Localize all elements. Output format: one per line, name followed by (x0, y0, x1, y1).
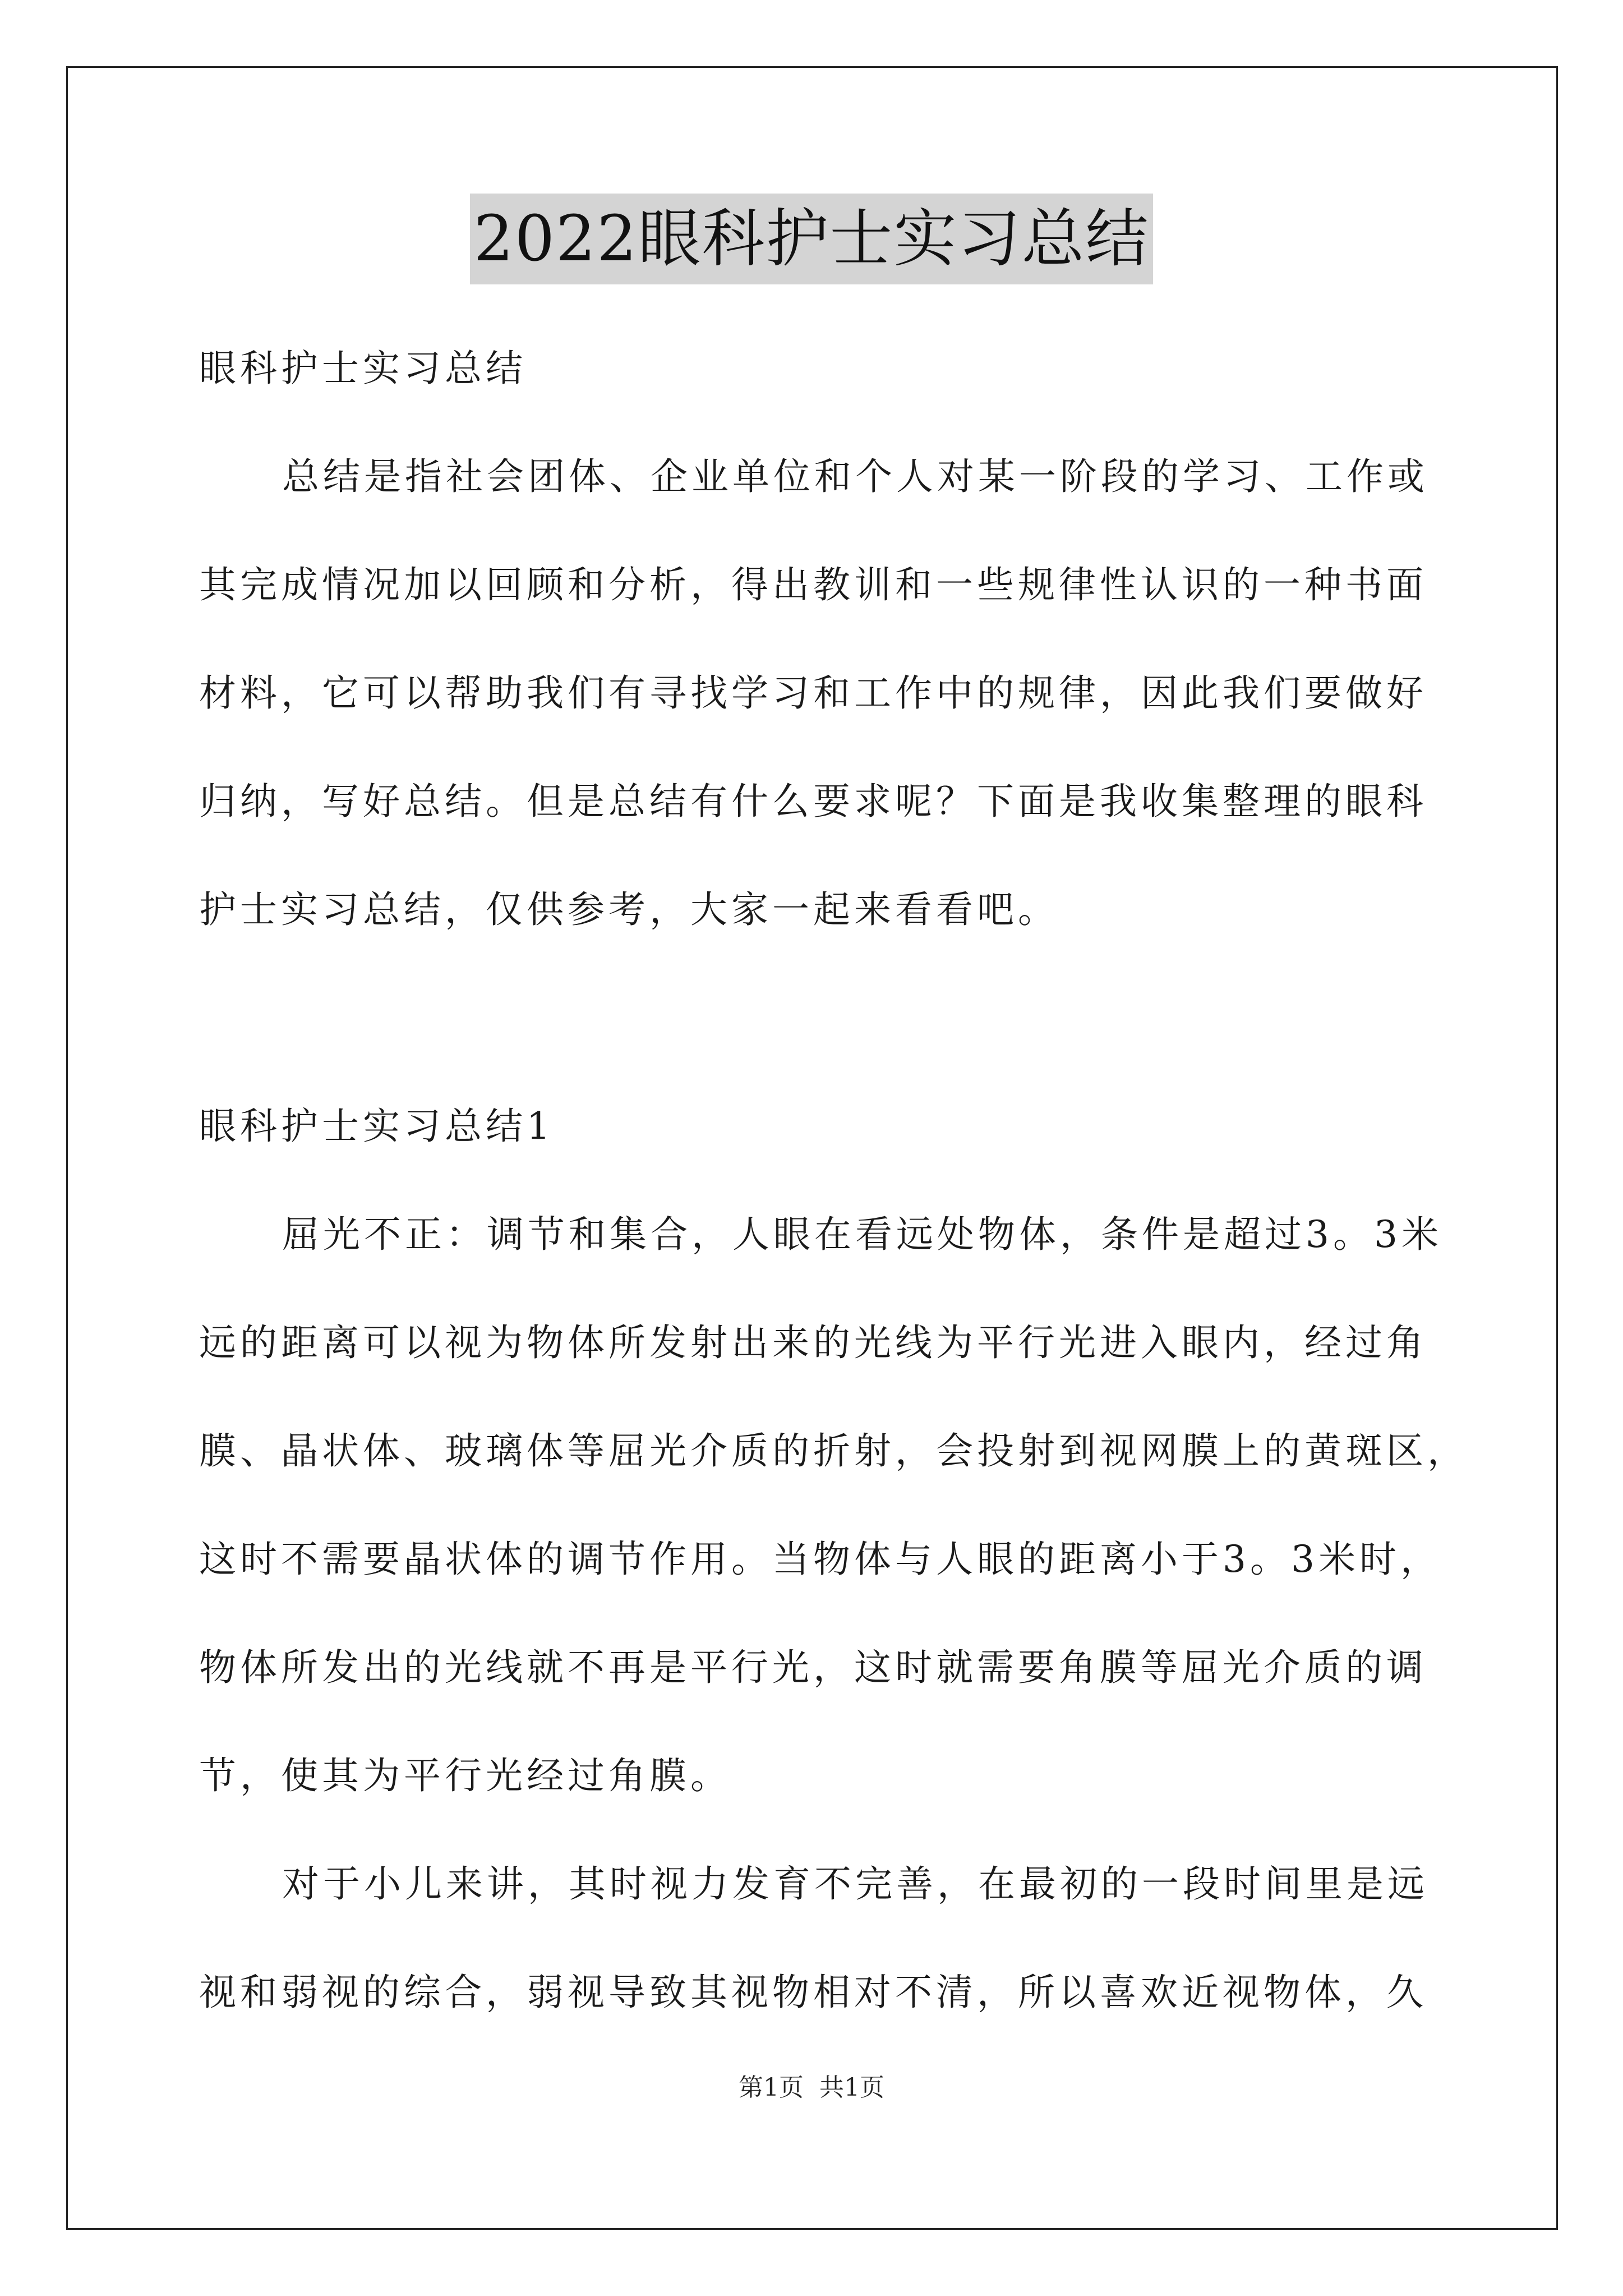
title-container (0, 194, 1623, 284)
section1-paragraph-2 (199, 1830, 1438, 2046)
page-footer (0, 2071, 1623, 2105)
paragraph-line: 材料，它可以帮助我们有寻找学习和工作中的规律，因此我们要做好 (199, 671, 1427, 715)
section1-paragraph-1 (199, 1180, 1468, 1830)
section-spacer (199, 964, 1438, 1072)
paragraph-line: 这时不需要晶状体的调节作用。当物体与人眼的距离小于3。3米时， (199, 1538, 1441, 1581)
intro-paragraph (199, 422, 1438, 964)
paragraph-line: 护士实习总结，仅供参考，大家一起来看看吧。 (199, 888, 1059, 931)
page-number-current: 第1页 (739, 2073, 804, 2102)
paragraph-line: 其完成情况加以回顾和分析，得出教训和一些规律性认识的一种书面 (199, 563, 1427, 606)
section-heading: 眼科护士实习总结1 (199, 1105, 554, 1148)
paragraph-line: 归纳，写好总结。但是总结有什么要求呢？下面是我收集整理的眼科 (199, 780, 1427, 823)
page-number-total: 共1页 (819, 2073, 884, 2102)
paragraph-line: 节，使其为平行光经过角膜。 (199, 1754, 731, 1797)
document-body (199, 314, 1468, 2046)
subtitle: 眼科护士实习总结 (199, 347, 527, 390)
paragraph-line: 远的距离可以视为物体所发射出来的光线为平行光进入眼内，经过角 (199, 1321, 1427, 1364)
paragraph-line: 视和弱视的综合，弱视导致其视物相对不清，所以喜欢近视物体，久 (199, 1971, 1427, 2014)
document-title: 2022眼科护士实习总结 (470, 194, 1152, 284)
paragraph-line: 屈光不正：调节和集合，人眼在看远处物体，条件是超过3。3米 (282, 1213, 1442, 1256)
paragraph-line: 膜、晶状体、玻璃体等屈光介质的折射，会投射到视网膜上的黄斑区， (199, 1429, 1468, 1473)
paragraph-line: 物体所发出的光线就不再是平行光，这时就需要角膜等屈光介质的调 (199, 1646, 1427, 1689)
paragraph-line: 总结是指社会团体、企业单位和个人对某一阶段的学习、工作或 (282, 455, 1428, 498)
paragraph-line: 对于小儿来讲，其时视力发育不完善，在最初的一段时间里是远 (282, 1862, 1428, 1906)
